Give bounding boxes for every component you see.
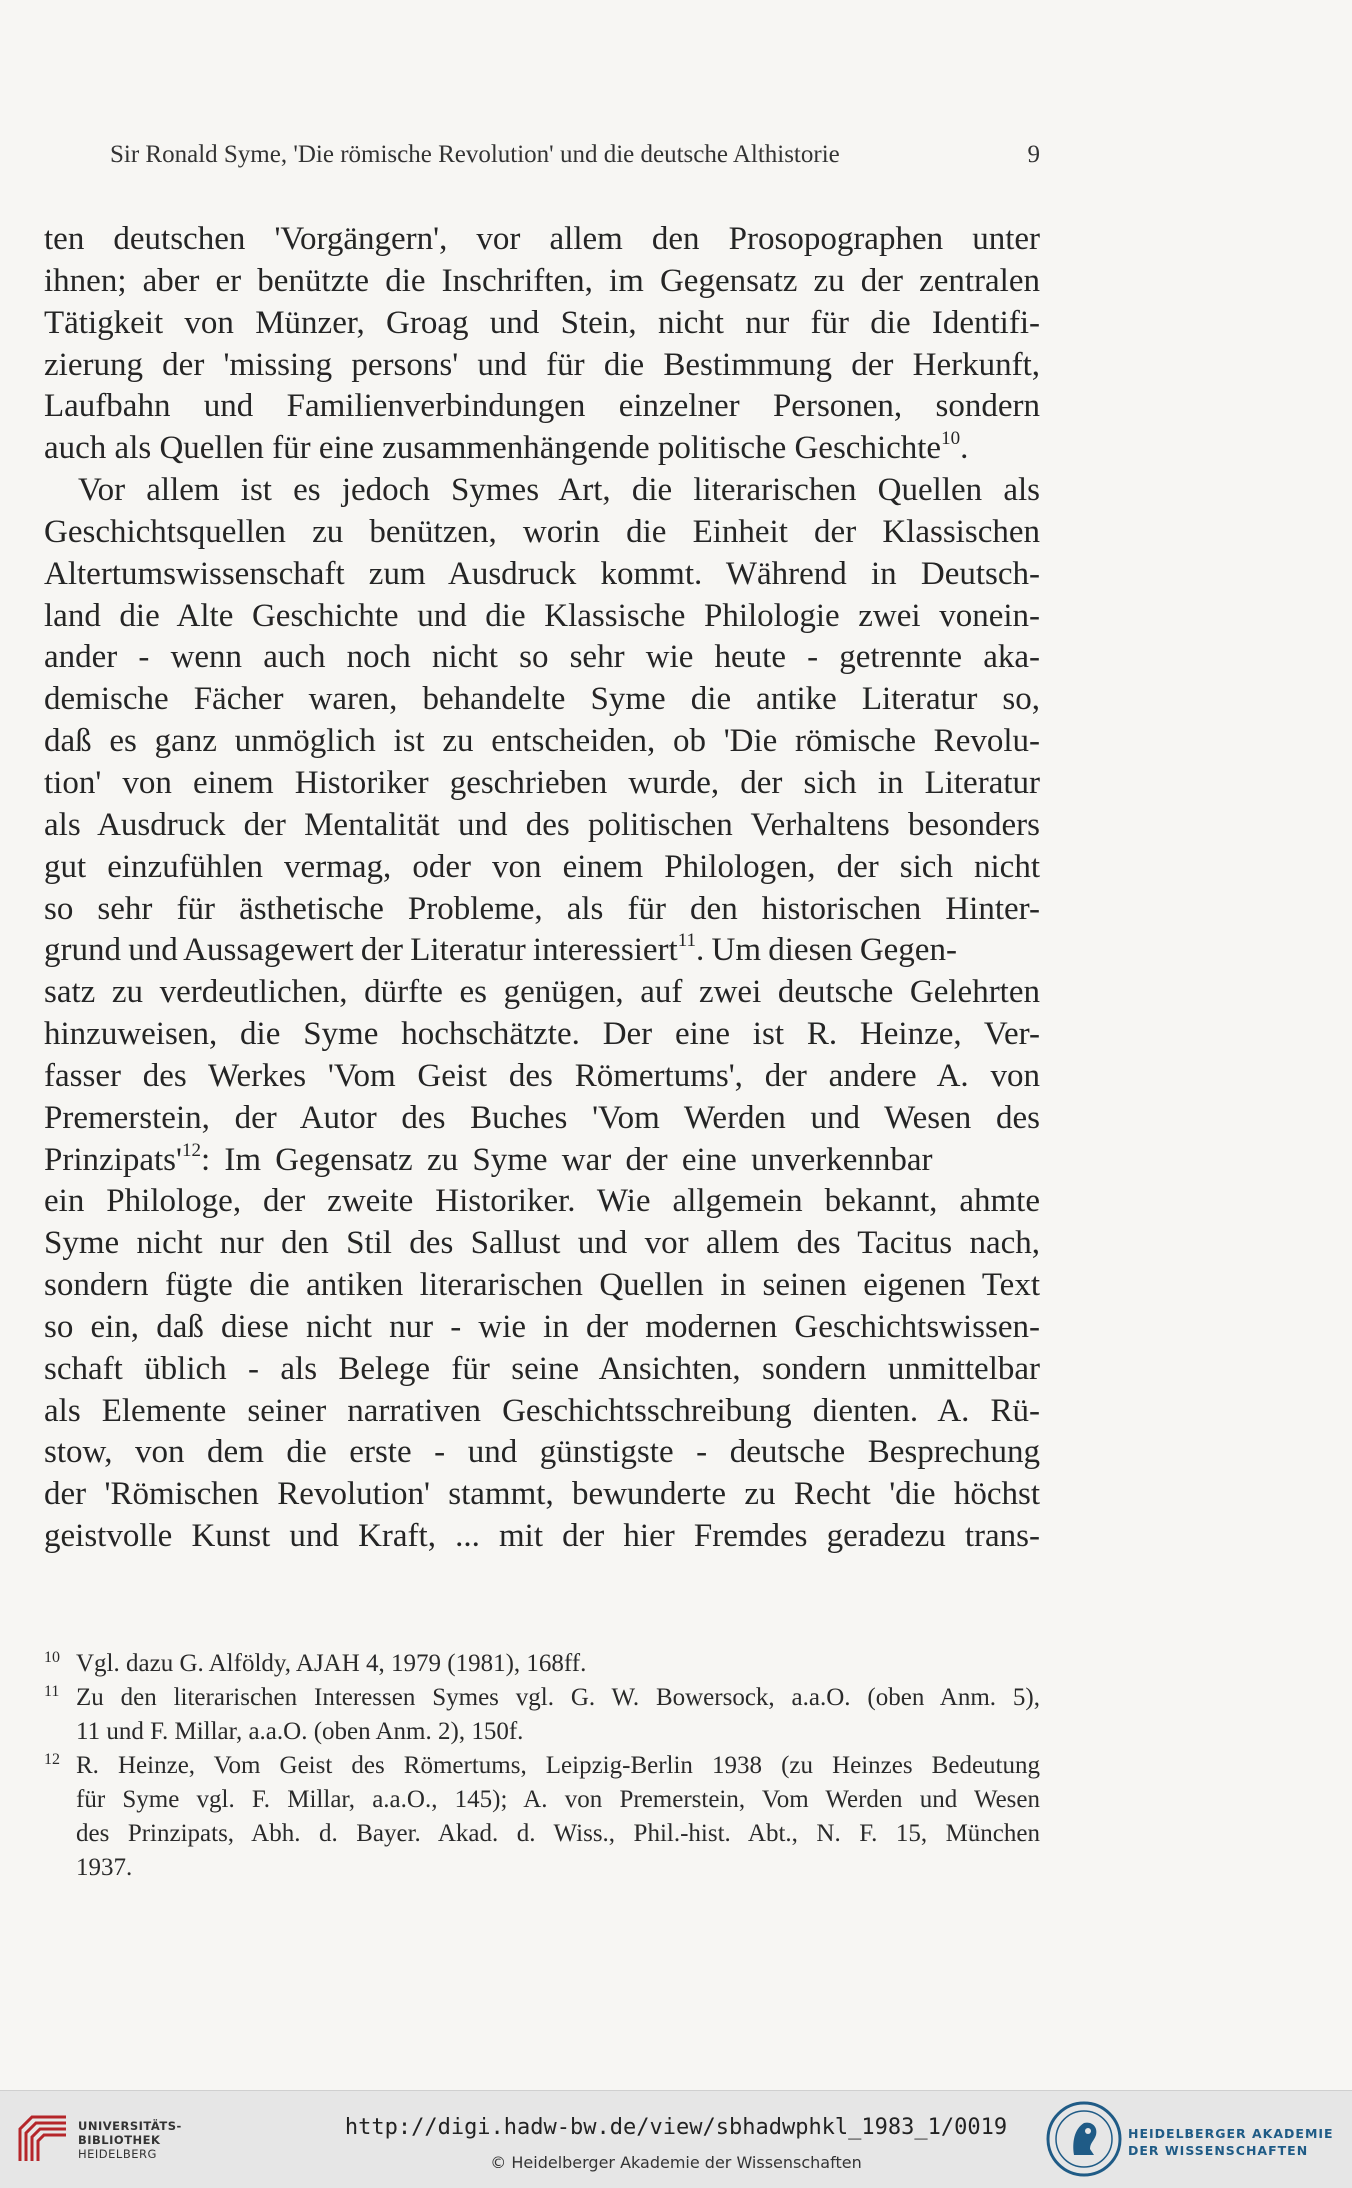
body-text-segment: Prinzipats' <box>44 1141 182 1178</box>
copyright-notice: © Heidelberger Akademie der Wissenschaften <box>490 2153 862 2172</box>
body-line: ihnen; aber er benützte die Inschriften, im Gegensatz zu der zentralen <box>44 262 1040 299</box>
footnote <box>44 1681 1040 1749</box>
body-line <box>44 1140 1040 1182</box>
permalink-url[interactable]: http://digi.hadw-bw.de/view/sbhadwphkl_1983_1/0019 <box>344 2115 1008 2140</box>
body-line: Vor allem ist es jedoch Symes Art, die literarischen Quellen als <box>78 472 1040 509</box>
viewer-footer <box>0 2090 1352 2188</box>
body-line: ander - wenn auch noch nicht so sehr wie heute - getrennte aka- <box>44 639 1040 676</box>
body-text-segment: auch als Quellen für eine zusammenhängende politische Geschichte <box>44 430 942 467</box>
body-line: schaft üblich - als Belege für seine Ansichten, sondern unmittelbar <box>44 1350 1040 1387</box>
body-line <box>44 930 1040 972</box>
body-line: geistvolle Kunst und Kraft, ... mit der hier Fremdes geradezu trans- <box>44 1518 1040 1555</box>
footnote-line: Zu den literarischen Interessen Symes vgl. G. W. Bowersock, a.a.O. (oben Anm. 5), <box>76 1684 1040 1711</box>
footnote <box>44 1647 1040 1681</box>
footnote <box>44 1749 1040 1885</box>
library-name-line: BIBLIOTHEK <box>78 2133 161 2147</box>
academy-name-line: DER WISSENSCHAFTEN <box>1128 2143 1309 2158</box>
body-line: als Ausdruck der Mentalität und des politischen Verhaltens besonders <box>44 806 1040 843</box>
library-name-line: UNIVERSITÄTS- <box>78 2119 182 2133</box>
body-line: ten deutschen 'Vorgängern', vor allem den Prosopographen unter <box>44 221 1040 257</box>
academy-name-line: HEIDELBERGER AKADEMIE <box>1128 2126 1334 2141</box>
body-line: der 'Römischen Revolution' stammt, bewunderte zu Recht 'die höchst <box>44 1476 1040 1513</box>
body-text <box>44 219 1040 1558</box>
footnote-number: 12 <box>44 1751 60 1768</box>
body-line: gut einzufühlen vermag, oder von einem Philologen, der sich nicht <box>44 848 1040 885</box>
body-line: ein Philologe, der zweite Historiker. Wie allgemein bekannt, ahmte <box>44 1183 1040 1220</box>
footnote-ref[interactable]: 10 <box>941 428 961 450</box>
body-line: Laufbahn und Familienverbindungen einzelner Personen, sondern <box>44 388 1040 425</box>
footnote-ref[interactable]: 12 <box>181 1139 201 1161</box>
body-line: fasser des Werkes 'Vom Geist des Römertums', der andere A. von <box>44 1057 1040 1094</box>
body-line: Altertumswissenschaft zum Ausdruck kommt. Während in Deutsch- <box>44 555 1040 592</box>
page-number: 9 <box>1027 141 1040 168</box>
footnote-line: R. Heinze, Vom Geist des Römertums, Leipzig-Berlin 1938 (zu Heinzes Bedeutung <box>76 1752 1040 1779</box>
body-line: sondern fügte die antiken literarischen Quellen in seinen eigenen Text <box>44 1267 1040 1304</box>
body-line: Premerstein, der Autor des Buches 'Vom Werden und Wesen des <box>44 1099 1040 1136</box>
footnote-number: 10 <box>44 1649 60 1666</box>
footnote-number: 11 <box>44 1683 60 1700</box>
footnotes <box>44 1647 1040 1885</box>
body-line: land die Alte Geschichte und die Klassische Philologie zwei vonein- <box>44 597 1040 634</box>
body-text-segment: . Um diesen Gegen- <box>696 932 957 969</box>
body-line: Geschichtsquellen zu benützen, worin die Einheit der Klassischen <box>44 513 1040 550</box>
body-text-segment: : Im Gegensatz zu Syme war der eine unverkennbar <box>200 1141 933 1178</box>
body-line: stow, von dem die erste - und günstigste - deutsche Besprechung <box>44 1434 1040 1471</box>
academy-name[interactable] <box>1128 2125 1334 2159</box>
body-line: hinzuweisen, die Syme hochschätzte. Der eine ist R. Heinze, Ver- <box>44 1016 1040 1053</box>
body-line: zierung der 'missing persons' und für die Bestimmung der Herkunft, <box>44 346 1040 383</box>
running-head <box>110 141 1040 169</box>
footnote-line: für Syme vgl. F. Millar, a.a.O., 145); A. von Premerstein, Vom Werden und Wesen <box>76 1786 1040 1813</box>
footnote-line: 11 und F. Millar, a.a.O. (oben Anm. 2), 150f. <box>76 1718 524 1745</box>
body-line: so ein, daß diese nicht nur - wie in der modernen Geschichtswissen- <box>44 1308 1040 1345</box>
body-line: Tätigkeit von Münzer, Groag und Stein, nicht nur für die Identifi- <box>44 304 1040 341</box>
body-line: Syme nicht nur den Stil des Sallust und vor allem des Tacitus nach, <box>44 1225 1040 1262</box>
library-name-line: HEIDELBERG <box>78 2147 157 2161</box>
body-line: auch als Quellen für eine zusammenhängende politische Geschichte$^{10}$. <box>44 428 969 467</box>
footnote-line: des Prinzipats, Abh. d. Bayer. Akad. d. Wiss., Phil.-hist. Abt., N. F. 15, München <box>76 1820 1040 1847</box>
body-line: so sehr für ästhetische Probleme, als für den historischen Hinter- <box>44 890 1040 927</box>
footnote-line: Vgl. dazu G. Alföldy, AJAH 4, 1979 (1981), 168ff. <box>76 1650 587 1677</box>
footnote-ref[interactable]: 11 <box>677 930 697 952</box>
running-head-title: Sir Ronald Syme, 'Die römische Revolution' und die deutsche Althistorie <box>110 141 840 168</box>
body-line: daß es ganz unmöglich ist zu entscheiden, ob 'Die römische Revolu- <box>44 723 1040 760</box>
body-text-segment: grund und Aussagewert der Literatur interessiert <box>44 932 678 969</box>
body-line: als Elemente seiner narrativen Geschichtsschreibung dienten. A. Rü- <box>44 1392 1040 1429</box>
academy-seal-icon[interactable] <box>1044 2099 1124 2179</box>
body-line: tion' von einem Historiker geschrieben wurde, der sich in Literatur <box>44 764 1040 801</box>
body-line: demische Fächer waren, behandelte Syme die antike Literatur so, <box>44 681 1040 718</box>
footnote-line: 1937. <box>76 1854 133 1881</box>
body-line: satz zu verdeutlichen, dürfte es genügen, auf zwei deutsche Gelehrten <box>44 974 1040 1011</box>
